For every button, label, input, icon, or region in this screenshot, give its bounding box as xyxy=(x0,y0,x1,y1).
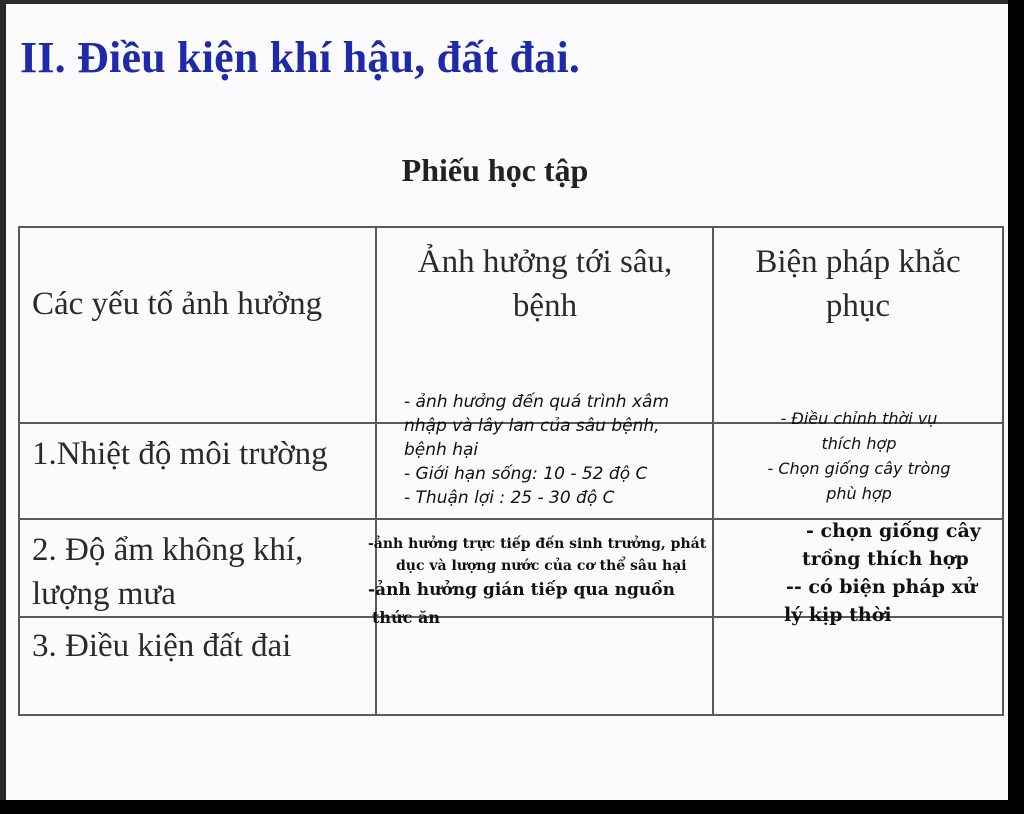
table-divider-col1 xyxy=(375,226,377,716)
worksheet-table xyxy=(18,226,1004,716)
section-heading: II. Điều kiện khí hậu, đất đai. xyxy=(20,33,581,82)
row-label-temperature: 1.Nhiệt độ môi trường xyxy=(32,436,328,472)
header-factors: Các yếu tố ảnh hưởng xyxy=(32,286,323,322)
table-border-bottom xyxy=(18,714,1004,716)
effect-humidity-line4: thức ăn xyxy=(372,608,440,627)
remedy-humidity-line2: trồng thích hợp xyxy=(802,548,969,570)
header-effects: Ảnh hưởng tới sâu, bệnh xyxy=(417,244,673,324)
remedy-soil-cell xyxy=(716,622,998,710)
handwritten-remedy-temperature: - Điều chỉnh thời vụ thích hợp - Chọn giống cây tròng phù hợp xyxy=(767,409,951,503)
table-border-right xyxy=(1002,226,1004,716)
worksheet-title: Phiếu học tập xyxy=(401,152,589,188)
table-border-left xyxy=(18,226,20,716)
table-border-top xyxy=(18,226,1004,228)
row-label-humidity: 2. Độ ẩm không khí, lượng mưa xyxy=(32,532,304,612)
remedy-humidity-line1: - chọn giống cây xyxy=(806,520,981,542)
effect-humidity-line2: dục và lượng nước của cơ thể sâu hại xyxy=(396,558,687,574)
remedy-humidity-line4: lý kịp thời xyxy=(784,604,892,626)
row-label-soil: 3. Điều kiện đất đai xyxy=(32,628,292,664)
effect-humidity-line3: -ảnh hưởng gián tiếp qua nguồn xyxy=(368,580,675,600)
effect-humidity-line1: -ảnh hưởng trực tiếp đến sinh trưởng, phát xyxy=(368,536,707,552)
effect-soil-cell xyxy=(380,622,708,710)
handwritten-effect-temperature: - ảnh hưởng đến quá trình xâm nhập và lây lan của sâu bệnh, bệnh hại - Giới hạn sống: 10 - 52 độ C - Thuận lợi : 25 - 30 độ C xyxy=(404,392,670,508)
remedy-humidity-line3: -- có biện pháp xử xyxy=(786,576,977,598)
header-remedies: Biện pháp khắc phục xyxy=(755,244,961,324)
